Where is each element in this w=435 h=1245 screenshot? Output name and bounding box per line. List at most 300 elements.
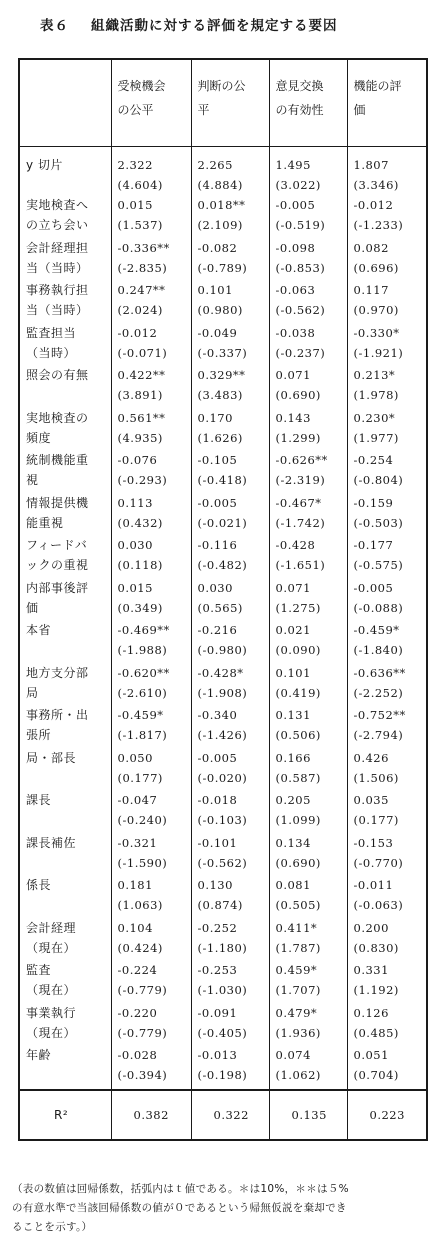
row-label-line: （現在） bbox=[26, 983, 77, 997]
coefficient: 0.131 bbox=[275, 708, 311, 722]
cell-values bbox=[192, 365, 269, 405]
row-label-line: 局 bbox=[26, 685, 39, 700]
cell-values bbox=[112, 280, 191, 320]
coefficient: 0.411* bbox=[275, 920, 318, 935]
t-value: (-0.779) bbox=[117, 983, 168, 997]
t-value: (-0.063) bbox=[353, 898, 404, 912]
coefficient: 0.104 bbox=[117, 920, 153, 935]
coefficient: 0.015 bbox=[117, 198, 153, 212]
coefficient: -0.076 bbox=[117, 453, 158, 467]
coefficient: 0.021 bbox=[275, 623, 311, 637]
t-value: (-1.651) bbox=[275, 558, 326, 572]
t-value: (2.109) bbox=[197, 218, 243, 232]
coefficient: 0.329** bbox=[197, 368, 246, 382]
row-label-line: 本省 bbox=[26, 623, 52, 637]
data-cell bbox=[111, 663, 191, 706]
cell-values bbox=[112, 663, 191, 703]
coefficient: -0.459* bbox=[117, 708, 164, 722]
row-label-cell bbox=[19, 323, 111, 366]
coefficient: -0.459* bbox=[353, 623, 400, 637]
table-number: 表６ bbox=[40, 18, 69, 34]
data-cell bbox=[347, 620, 427, 663]
data-cell bbox=[111, 705, 191, 748]
t-value: (0.587) bbox=[275, 770, 321, 785]
data-cell bbox=[111, 365, 191, 408]
table-row bbox=[19, 578, 427, 621]
coefficient: 2.265 bbox=[197, 158, 233, 172]
row-label-line bbox=[26, 768, 111, 788]
data-cell bbox=[269, 1003, 347, 1046]
t-value: (0.177) bbox=[117, 770, 163, 785]
data-cell bbox=[347, 578, 427, 621]
cell-values bbox=[112, 960, 191, 1000]
cell-values bbox=[348, 875, 427, 915]
coefficient: -0.428* bbox=[197, 665, 244, 680]
coefficient: -0.047 bbox=[117, 793, 158, 807]
t-value: (-0.071) bbox=[117, 345, 168, 360]
data-cell bbox=[191, 748, 269, 791]
cell-values bbox=[112, 875, 191, 915]
coefficient: -0.467* bbox=[275, 495, 322, 510]
t-value: (0.696) bbox=[353, 260, 399, 275]
cell-values bbox=[192, 155, 269, 195]
table-row bbox=[19, 620, 427, 663]
cell-values bbox=[348, 620, 427, 660]
cell-values bbox=[348, 1045, 427, 1085]
t-value: (-0.779) bbox=[117, 1025, 168, 1040]
t-value: (0.980) bbox=[197, 303, 243, 317]
cell-values bbox=[192, 960, 269, 1000]
data-cell bbox=[191, 450, 269, 493]
row-label bbox=[20, 663, 111, 703]
cell-values bbox=[112, 620, 191, 660]
data-cell bbox=[111, 1045, 191, 1090]
row-label-line: 局・部長 bbox=[26, 750, 77, 765]
cell-values bbox=[270, 1003, 347, 1043]
data-cell bbox=[191, 147, 269, 196]
row-label-line: 実地検査へ bbox=[26, 198, 89, 212]
row-label-cell bbox=[19, 748, 111, 791]
t-value: (0.177) bbox=[353, 813, 399, 827]
data-cell bbox=[347, 147, 427, 196]
data-cell bbox=[269, 918, 347, 961]
row-label-line: の立ち会い bbox=[26, 218, 89, 232]
coefficient: -0.101 bbox=[197, 835, 238, 850]
row-label bbox=[20, 960, 111, 1000]
coefficient: 0.101 bbox=[275, 665, 311, 680]
cell-values bbox=[192, 663, 269, 703]
coefficient: 0.117 bbox=[353, 283, 389, 297]
t-value: (1.707) bbox=[275, 983, 321, 997]
cell-values bbox=[112, 450, 191, 490]
cell-values bbox=[270, 365, 347, 405]
cell-values bbox=[348, 408, 427, 448]
cell-values bbox=[348, 450, 427, 490]
data-cell bbox=[191, 918, 269, 961]
data-cell bbox=[347, 450, 427, 493]
data-cell bbox=[111, 147, 191, 196]
cell-values bbox=[112, 748, 191, 788]
cell-values bbox=[192, 280, 269, 320]
t-value: (0.690) bbox=[275, 855, 321, 870]
data-cell bbox=[269, 578, 347, 621]
coefficient: 0.459* bbox=[275, 963, 318, 977]
cell-values bbox=[192, 918, 269, 958]
coefficient: 0.422** bbox=[117, 368, 166, 382]
cell-values bbox=[270, 663, 347, 703]
row-label bbox=[20, 578, 111, 618]
table-row bbox=[19, 748, 427, 791]
row-label-cell bbox=[19, 147, 111, 196]
row-label-line: 会計経理 bbox=[26, 920, 77, 935]
data-cell bbox=[269, 748, 347, 791]
table-row bbox=[19, 1003, 427, 1046]
table-row bbox=[19, 790, 427, 833]
data-cell bbox=[111, 833, 191, 876]
t-value: (3.346) bbox=[353, 178, 399, 192]
coefficient: 0.071 bbox=[275, 580, 311, 595]
table-row bbox=[19, 238, 427, 281]
cell-values bbox=[112, 1003, 191, 1043]
t-value: (1.099) bbox=[275, 813, 321, 827]
coefficient: 0.166 bbox=[275, 750, 311, 765]
t-value: (-2.794) bbox=[353, 728, 404, 742]
coefficient: 0.081 bbox=[275, 878, 311, 892]
table-row bbox=[19, 663, 427, 706]
coefficient: -0.038 bbox=[275, 325, 316, 340]
cell-values bbox=[192, 1045, 269, 1085]
coefficient: 0.200 bbox=[353, 920, 389, 935]
t-value: (0.485) bbox=[353, 1025, 399, 1040]
cell-values bbox=[270, 450, 347, 490]
row-label-line bbox=[26, 853, 111, 873]
coefficient: -0.091 bbox=[197, 1005, 238, 1020]
r-squared-value: 0.382 bbox=[133, 1108, 169, 1122]
coefficient: -0.428 bbox=[275, 538, 316, 552]
data-cell bbox=[191, 1045, 269, 1090]
cell-values bbox=[270, 535, 347, 575]
cell-values bbox=[270, 705, 347, 745]
data-cell bbox=[191, 578, 269, 621]
data-cell bbox=[269, 535, 347, 578]
data-cell bbox=[111, 960, 191, 1003]
cell-values bbox=[270, 238, 347, 278]
cell-values bbox=[112, 1045, 191, 1085]
cell-values bbox=[270, 833, 347, 873]
r-squared-row bbox=[19, 1090, 427, 1140]
coefficient: -0.012 bbox=[117, 325, 158, 340]
data-cell bbox=[191, 875, 269, 918]
data-cell bbox=[191, 280, 269, 323]
row-label-line bbox=[26, 1065, 111, 1085]
row-label-cell bbox=[19, 535, 111, 578]
coefficient: 0.015 bbox=[117, 580, 153, 595]
t-value: (0.505) bbox=[275, 898, 321, 912]
t-value: (4.884) bbox=[197, 178, 243, 192]
cell-values bbox=[192, 195, 269, 235]
data-cell bbox=[111, 875, 191, 918]
t-value: (0.690) bbox=[275, 388, 321, 402]
t-value: (-0.770) bbox=[353, 855, 404, 870]
coefficient: 0.126 bbox=[353, 1005, 389, 1020]
table-row bbox=[19, 875, 427, 918]
t-value: (-0.394) bbox=[117, 1068, 168, 1082]
row-label bbox=[20, 280, 111, 320]
coefficient: -0.626** bbox=[275, 453, 328, 467]
row-label-line: フィードバ bbox=[26, 538, 88, 552]
cell-values bbox=[192, 578, 269, 618]
coefficient: -0.224 bbox=[117, 963, 158, 977]
row-label-line: ックの重視 bbox=[26, 558, 89, 572]
t-value: (-1.590) bbox=[117, 855, 168, 870]
coefficient: -0.340 bbox=[197, 708, 238, 722]
t-value: (3.022) bbox=[275, 178, 321, 192]
data-cell bbox=[191, 365, 269, 408]
coefficient: -0.013 bbox=[197, 1048, 238, 1062]
t-value: (-1.908) bbox=[197, 685, 248, 700]
row-label bbox=[20, 1045, 111, 1085]
table-row bbox=[19, 365, 427, 408]
coefficient: 0.331 bbox=[353, 963, 389, 977]
row-label-line: 統制機能重 bbox=[26, 453, 89, 467]
data-cell bbox=[111, 238, 191, 281]
data-cell bbox=[269, 960, 347, 1003]
row-label-line: 課長補佐 bbox=[26, 835, 77, 850]
data-cell bbox=[269, 147, 347, 196]
t-value: (-0.240) bbox=[117, 813, 168, 827]
row-label-line: （現在） bbox=[26, 940, 77, 955]
t-value: (-1.817) bbox=[117, 728, 168, 742]
data-cell bbox=[191, 535, 269, 578]
row-label-line: 情報提供機 bbox=[26, 495, 89, 510]
header-col-4: 機能の評 価 bbox=[347, 59, 427, 147]
table-row bbox=[19, 147, 427, 196]
cell-values bbox=[112, 195, 191, 235]
coefficient: -0.011 bbox=[353, 878, 394, 892]
row-label bbox=[20, 620, 111, 660]
row-label-line bbox=[26, 640, 111, 660]
row-label bbox=[20, 365, 111, 405]
row-label bbox=[20, 195, 111, 235]
cell-values bbox=[192, 875, 269, 915]
row-label bbox=[20, 408, 111, 448]
coefficient: 0.071 bbox=[275, 368, 311, 382]
data-cell bbox=[347, 493, 427, 536]
r-squared-label: R² bbox=[54, 1108, 69, 1122]
row-label-cell bbox=[19, 790, 111, 833]
data-cell bbox=[191, 960, 269, 1003]
row-label-cell bbox=[19, 450, 111, 493]
data-cell bbox=[347, 705, 427, 748]
cell-values bbox=[192, 450, 269, 490]
data-cell bbox=[191, 705, 269, 748]
data-cell bbox=[347, 833, 427, 876]
cell-values bbox=[270, 280, 347, 320]
data-cell bbox=[347, 238, 427, 281]
data-cell bbox=[111, 493, 191, 536]
cell-values bbox=[348, 705, 427, 745]
cell-values bbox=[348, 535, 427, 575]
row-label-line: 監査担当 bbox=[26, 325, 77, 340]
t-value: (-0.980) bbox=[197, 643, 248, 657]
data-cell bbox=[269, 365, 347, 408]
data-cell bbox=[269, 875, 347, 918]
cell-values bbox=[192, 323, 269, 363]
coefficient: -0.005 bbox=[275, 198, 316, 212]
coefficient: -0.177 bbox=[353, 538, 394, 552]
coefficient: 0.143 bbox=[275, 410, 311, 425]
header-col-2: 判断の公 平 bbox=[191, 59, 269, 147]
data-cell bbox=[347, 1003, 427, 1046]
data-cell bbox=[111, 790, 191, 833]
row-label-cell bbox=[19, 960, 111, 1003]
t-value: (2.024) bbox=[117, 303, 163, 317]
cell-values bbox=[348, 155, 427, 195]
table-row bbox=[19, 960, 427, 1003]
cell-values bbox=[112, 408, 191, 448]
data-cell bbox=[269, 620, 347, 663]
data-cell bbox=[269, 408, 347, 451]
cell-values bbox=[112, 918, 191, 958]
t-value: (-0.575) bbox=[353, 558, 404, 572]
row-label-cell bbox=[19, 833, 111, 876]
cell-values bbox=[348, 238, 427, 278]
coefficient: -0.254 bbox=[353, 453, 394, 467]
r-squared-value: 0.322 bbox=[213, 1108, 249, 1122]
row-label-cell bbox=[19, 875, 111, 918]
row-label-line: 課長 bbox=[26, 793, 52, 807]
t-value: (-1.840) bbox=[353, 643, 404, 657]
coefficient: 0.030 bbox=[197, 580, 233, 595]
t-value: (0.090) bbox=[275, 643, 321, 657]
row-label-line: 実地検査の bbox=[26, 410, 89, 425]
data-cell bbox=[111, 748, 191, 791]
header-col-3: 意見交換 の有効性 bbox=[269, 59, 347, 147]
t-value: (-0.562) bbox=[197, 855, 248, 870]
t-value: (-1.742) bbox=[275, 515, 326, 530]
cell-values bbox=[348, 493, 427, 533]
row-label bbox=[20, 535, 111, 575]
cell-values bbox=[270, 790, 347, 830]
t-value: (0.830) bbox=[353, 940, 399, 955]
t-value: (0.432) bbox=[117, 515, 163, 530]
cell-values bbox=[348, 280, 427, 320]
data-cell bbox=[111, 620, 191, 663]
data-cell bbox=[111, 918, 191, 961]
row-label-line: 事業執行 bbox=[26, 1005, 77, 1020]
coefficient: -0.336** bbox=[117, 240, 170, 255]
t-value: (-0.103) bbox=[197, 813, 248, 827]
cell-values bbox=[192, 748, 269, 788]
t-value: (-2.252) bbox=[353, 685, 404, 700]
table-row bbox=[19, 918, 427, 961]
t-value: (4.604) bbox=[117, 178, 163, 192]
cell-values bbox=[348, 578, 427, 618]
row-label bbox=[20, 705, 111, 745]
coefficient: 0.561** bbox=[117, 410, 166, 425]
data-cell bbox=[191, 663, 269, 706]
row-label-line: 会計経理担 bbox=[26, 240, 89, 255]
t-value: (0.118) bbox=[117, 558, 163, 572]
cell-values bbox=[112, 155, 191, 195]
data-cell bbox=[191, 493, 269, 536]
data-cell bbox=[269, 280, 347, 323]
t-value: (-2.835) bbox=[117, 260, 168, 275]
row-label-line: 当（当時） bbox=[26, 303, 89, 317]
table-row bbox=[19, 195, 427, 238]
data-cell bbox=[191, 408, 269, 451]
cell-values bbox=[192, 493, 269, 533]
coefficient: 0.051 bbox=[353, 1048, 389, 1062]
row-label bbox=[20, 790, 111, 830]
coefficient: 0.050 bbox=[117, 750, 153, 765]
row-label-cell bbox=[19, 195, 111, 238]
table-caption: 組織活動に対する評価を規定する要因 bbox=[91, 18, 338, 34]
row-label-line: 事務執行担 bbox=[26, 283, 89, 297]
row-label-line bbox=[26, 175, 111, 195]
data-cell bbox=[269, 663, 347, 706]
coefficient: 0.030 bbox=[117, 538, 153, 552]
row-label-cell bbox=[19, 578, 111, 621]
data-cell bbox=[111, 323, 191, 366]
row-label-line: 地方支分部 bbox=[26, 665, 89, 680]
coefficient: -0.153 bbox=[353, 835, 394, 850]
data-cell bbox=[111, 408, 191, 451]
data-cell bbox=[111, 1003, 191, 1046]
t-value: (1.626) bbox=[197, 430, 243, 445]
coefficient: 0.082 bbox=[353, 240, 389, 255]
t-value: (-0.088) bbox=[353, 600, 404, 615]
coefficient: 0.134 bbox=[275, 835, 311, 850]
cell-values bbox=[270, 918, 347, 958]
data-cell bbox=[347, 918, 427, 961]
cell-values bbox=[270, 620, 347, 660]
cell-values bbox=[348, 960, 427, 1000]
row-label-cell bbox=[19, 620, 111, 663]
t-value: (1.977) bbox=[353, 430, 399, 445]
cell-values bbox=[270, 748, 347, 788]
t-value: (-0.337) bbox=[197, 345, 248, 360]
t-value: (-2.610) bbox=[117, 685, 168, 700]
coefficient: 0.213* bbox=[353, 368, 396, 382]
row-label-cell bbox=[19, 408, 111, 451]
data-cell bbox=[191, 238, 269, 281]
cell-values bbox=[270, 875, 347, 915]
t-value: (0.419) bbox=[275, 685, 321, 700]
t-value: (1.787) bbox=[275, 940, 321, 955]
data-cell bbox=[347, 195, 427, 238]
coefficient: 0.205 bbox=[275, 793, 311, 807]
cell-values bbox=[270, 155, 347, 195]
t-value: (-1.233) bbox=[353, 218, 404, 232]
coefficient: -0.005 bbox=[197, 495, 238, 510]
table-title bbox=[40, 14, 338, 34]
row-label-cell bbox=[19, 1045, 111, 1090]
coefficient: 0.181 bbox=[117, 878, 153, 892]
coefficient: 0.035 bbox=[353, 793, 389, 807]
t-value: (-0.021) bbox=[197, 515, 248, 530]
coefficient: 0.113 bbox=[117, 495, 153, 510]
t-value: (0.970) bbox=[353, 303, 399, 317]
row-label bbox=[20, 238, 111, 278]
row-label bbox=[20, 1003, 111, 1043]
data-cell bbox=[347, 280, 427, 323]
row-label bbox=[20, 748, 111, 788]
cell-values bbox=[348, 195, 427, 235]
row-label-line: 内部事後評 bbox=[26, 580, 89, 595]
data-cell bbox=[269, 833, 347, 876]
table-row bbox=[19, 833, 427, 876]
